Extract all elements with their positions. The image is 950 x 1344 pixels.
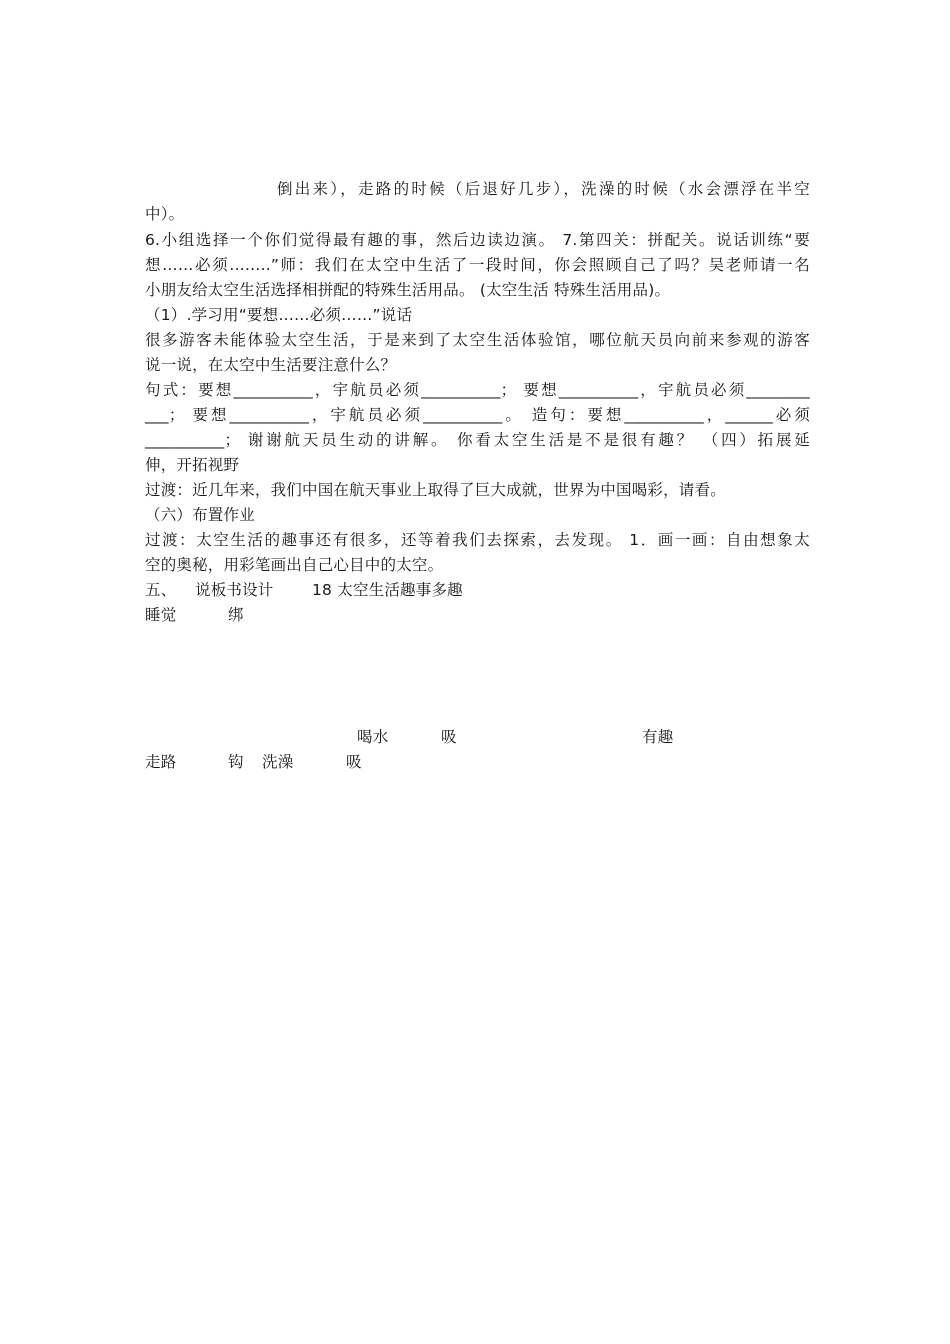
text-line-4: 想……必须……..”师：我们在太空中生活了一段时间，你会照顾自己了吗？吴老师请一名 <box>145 256 810 274</box>
text-line-6: （1）.学习用“要想……必须……”说话 <box>145 306 413 324</box>
board-word: 吸 <box>346 753 362 771</box>
paragraph-line <box>145 403 810 427</box>
paragraph-line <box>277 177 810 201</box>
text-line-16: 空的奥秘，用彩笔画出自己心目中的太空。 <box>145 556 444 574</box>
heading-prefix: 五、 <box>145 581 177 599</box>
heading-title: 18 太空生活趣事多趣 <box>312 581 463 599</box>
paragraph-line <box>145 378 810 402</box>
board-word: 有趣 <box>642 728 674 746</box>
text-line-1: 倒出来），走路的时候（后退好几步），洗澡的时候（水会漂浮在半空 <box>277 180 810 198</box>
board-word: 睡觉 <box>145 606 177 624</box>
board-word: 洗澡 <box>262 753 294 771</box>
paragraph-line <box>145 303 810 327</box>
paragraph-line <box>145 202 810 226</box>
text-line-8: 说一说，在太空中生活要注意什么？ <box>145 356 397 374</box>
paragraph-line <box>145 453 810 477</box>
paragraph-line <box>145 253 810 277</box>
heading-label: 说板书设计 <box>195 581 274 599</box>
paragraph-line <box>145 428 810 452</box>
paragraph-line <box>145 478 810 502</box>
board-word: 绑 <box>228 606 244 624</box>
board-word: 走路 <box>145 753 177 771</box>
text-line-3: 6.小组选择一个你们觉得最有趣的事，然后边读边演。 7.第四关：拼配关。说话训练“要 <box>145 231 810 249</box>
text-line-14: （六）布置作业 <box>145 506 255 524</box>
text-line-9: 句式：要想__________，宇航员必须__________； 要想__________，宇航员必须________ <box>145 381 810 399</box>
paragraph-line <box>145 228 810 252</box>
paragraph-line <box>145 553 810 577</box>
text-line-10: ___； 要想__________，宇航员必须__________。 造句：要想__________，______必须 <box>145 406 810 424</box>
text-line-12: 伸，开拓视野 <box>145 456 240 474</box>
text-line-7: 很多游客未能体验太空生活，于是来到了太空生活体验馆，哪位航天员向前来参观的游客 <box>145 331 810 349</box>
board-word: 吸 <box>441 728 457 746</box>
text-line-5: 小朋友给太空生活选择相拼配的特殊生活用品。 (太空生活 特殊生活用品)。 <box>145 281 671 299</box>
paragraph-line <box>145 503 810 527</box>
paragraph-line <box>145 278 810 302</box>
board-word: 喝水 <box>357 728 389 746</box>
text-line-2: 中）。 <box>145 205 185 223</box>
text-line-11: __________； 谢谢航天员生动的讲解。 你看太空生活是不是很有趣？ （四）拓展延 <box>145 431 810 449</box>
paragraph-line <box>145 353 810 377</box>
board-word: 钩 <box>228 753 244 771</box>
text-line-13: 过渡：近几年来，我们中国在航天事业上取得了巨大成就，世界为中国喝彩，请看。 <box>145 481 726 499</box>
text-line-15: 过渡：太空生活的趣事还有很多，还等着我们去探索，去发现。 1．画一画：自由想象太 <box>145 531 810 549</box>
paragraph-line <box>145 528 810 552</box>
paragraph-line <box>145 328 810 352</box>
